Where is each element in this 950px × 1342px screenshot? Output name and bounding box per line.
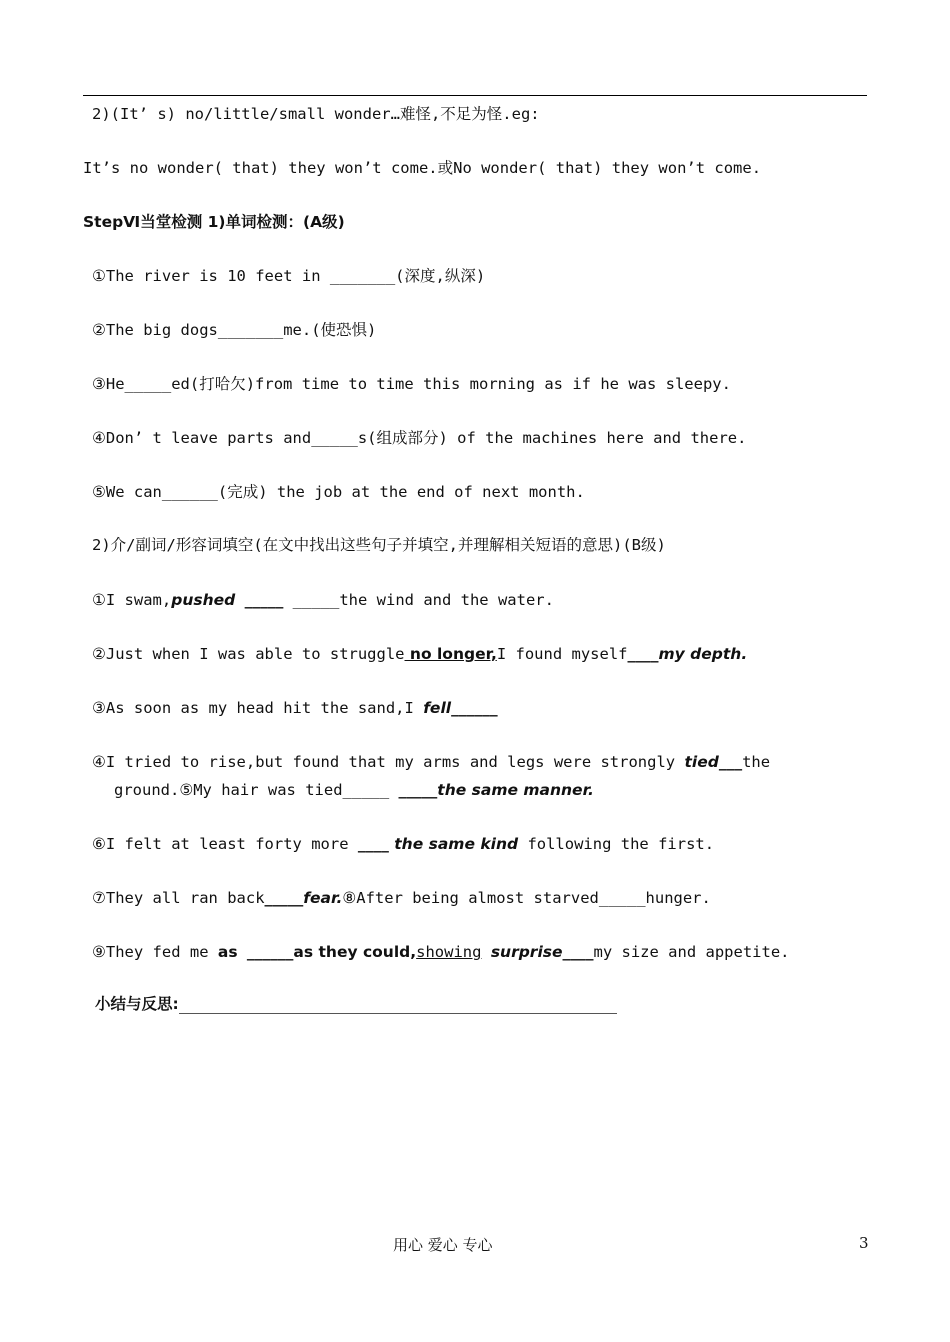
- fill-item-3: [92, 698, 498, 718]
- fill-item-3-blank: ______: [451, 699, 498, 717]
- step-heading: StepⅥ当堂检测 1)单词检测：(A级): [83, 213, 345, 231]
- fill-item-7: [92, 888, 711, 908]
- fill-item-4-post: the: [742, 753, 771, 771]
- fill-item-3-pre: ③As soon as my head hit the sand,I: [92, 699, 424, 717]
- fill-item-9-emph: surprise: [490, 943, 563, 961]
- wonder-phrase-line: 2)(It’ s) no/little/small wonder…难怪,不足为怪.eg:: [92, 105, 540, 123]
- fill-item-9-bold-phrase: as they could,: [293, 943, 417, 961]
- fill-item-2: [92, 644, 747, 664]
- fill-item-6-post: following the first.: [518, 835, 715, 853]
- fill-item-4-pre: ④I tried to rise,but found that my arms and legs were strongly: [92, 753, 685, 771]
- fill-item-6: [92, 834, 714, 854]
- fill-item-4-emph: tied: [684, 753, 719, 771]
- word-test-item-3: ③He_____ed(打哈欠)from time to time this morning as if he was sleepy.: [92, 375, 731, 393]
- fill-item-9-blank: ______: [246, 943, 294, 961]
- fill-item-5-blank: _____: [398, 781, 438, 799]
- fill-item-2-pre: ②Just when I was able to struggle: [92, 645, 405, 663]
- fill-item-2-underlined: no longer,: [404, 645, 497, 663]
- fill-item-5: [114, 780, 594, 800]
- fill-item-7-post: ⑧After being almost starved_____hunger.: [342, 889, 711, 907]
- fill-item-5-emph: the same manner.: [437, 781, 594, 799]
- fill-item-1-post: the wind and the water.: [339, 591, 554, 609]
- summary-line: [95, 994, 617, 1014]
- fill-item-6-pre: ⑥I felt at least forty more: [92, 835, 358, 853]
- word-test-item-1: ①The river is 10 feet in _______(深度,纵深): [92, 267, 486, 285]
- fill-item-6-emph: the same kind: [388, 835, 519, 853]
- fill-item-1-blank-b: _____: [292, 591, 340, 609]
- fill-item-6-blank: ____: [357, 835, 389, 853]
- header-rule: [83, 95, 867, 96]
- fill-item-9-pre: ⑨They fed me: [92, 943, 218, 961]
- fill-item-1: [92, 590, 554, 610]
- page-number: 3: [859, 1234, 869, 1252]
- fill-item-9-post: my size and appetite.: [593, 943, 790, 961]
- fill-item-1-blank-a: _____: [244, 591, 284, 609]
- fill-item-9-underlined: showing: [416, 943, 482, 961]
- fill-item-9-blank-2: ____: [562, 943, 594, 961]
- fill-item-2-blank: ____: [627, 645, 659, 663]
- fill-item-1-pre: ①I swam,: [92, 591, 172, 609]
- fill-item-2-mid: I found myself: [496, 645, 628, 663]
- summary-label: 小结与反思:: [95, 995, 179, 1013]
- fill-item-4: [92, 752, 770, 772]
- word-test-item-4: ④Don’ t leave parts and_____s(组成部分) of the machines here and there.: [92, 429, 747, 447]
- fill-item-7-pre: ⑦They all ran back: [92, 889, 265, 907]
- fill-item-4-blank: ___: [718, 753, 743, 771]
- wonder-example-line: It’s no wonder( that) they won’t come.或No wonder( that) they won’t come.: [83, 159, 762, 177]
- fill-item-3-emph: fell: [423, 699, 452, 717]
- fill-item-5-pre: ground.⑤My hair was tied_____: [114, 781, 399, 799]
- fill-item-7-blank: _____: [264, 889, 304, 907]
- footer-motto: 用心 爱心 专心: [393, 1236, 493, 1254]
- fill-item-2-emph: my depth.: [658, 645, 748, 663]
- word-test-item-2: ②The big dogs_______me.(使恐惧): [92, 321, 377, 339]
- fill-item-7-emph: fear.: [303, 889, 343, 907]
- fill-item-1-emph: pushed: [171, 591, 236, 609]
- fill-item-9-bold-as: as: [217, 943, 238, 961]
- word-test-item-5: ⑤We can______(完成) the job at the end of next month.: [92, 483, 585, 501]
- fill-item-9: [92, 942, 789, 962]
- summary-answer-line: [179, 997, 617, 1014]
- fill-in-heading: 2)介/副词/形容词填空(在文中找出这些句子并填空,并理解相关短语的意思)(B级): [92, 536, 666, 554]
